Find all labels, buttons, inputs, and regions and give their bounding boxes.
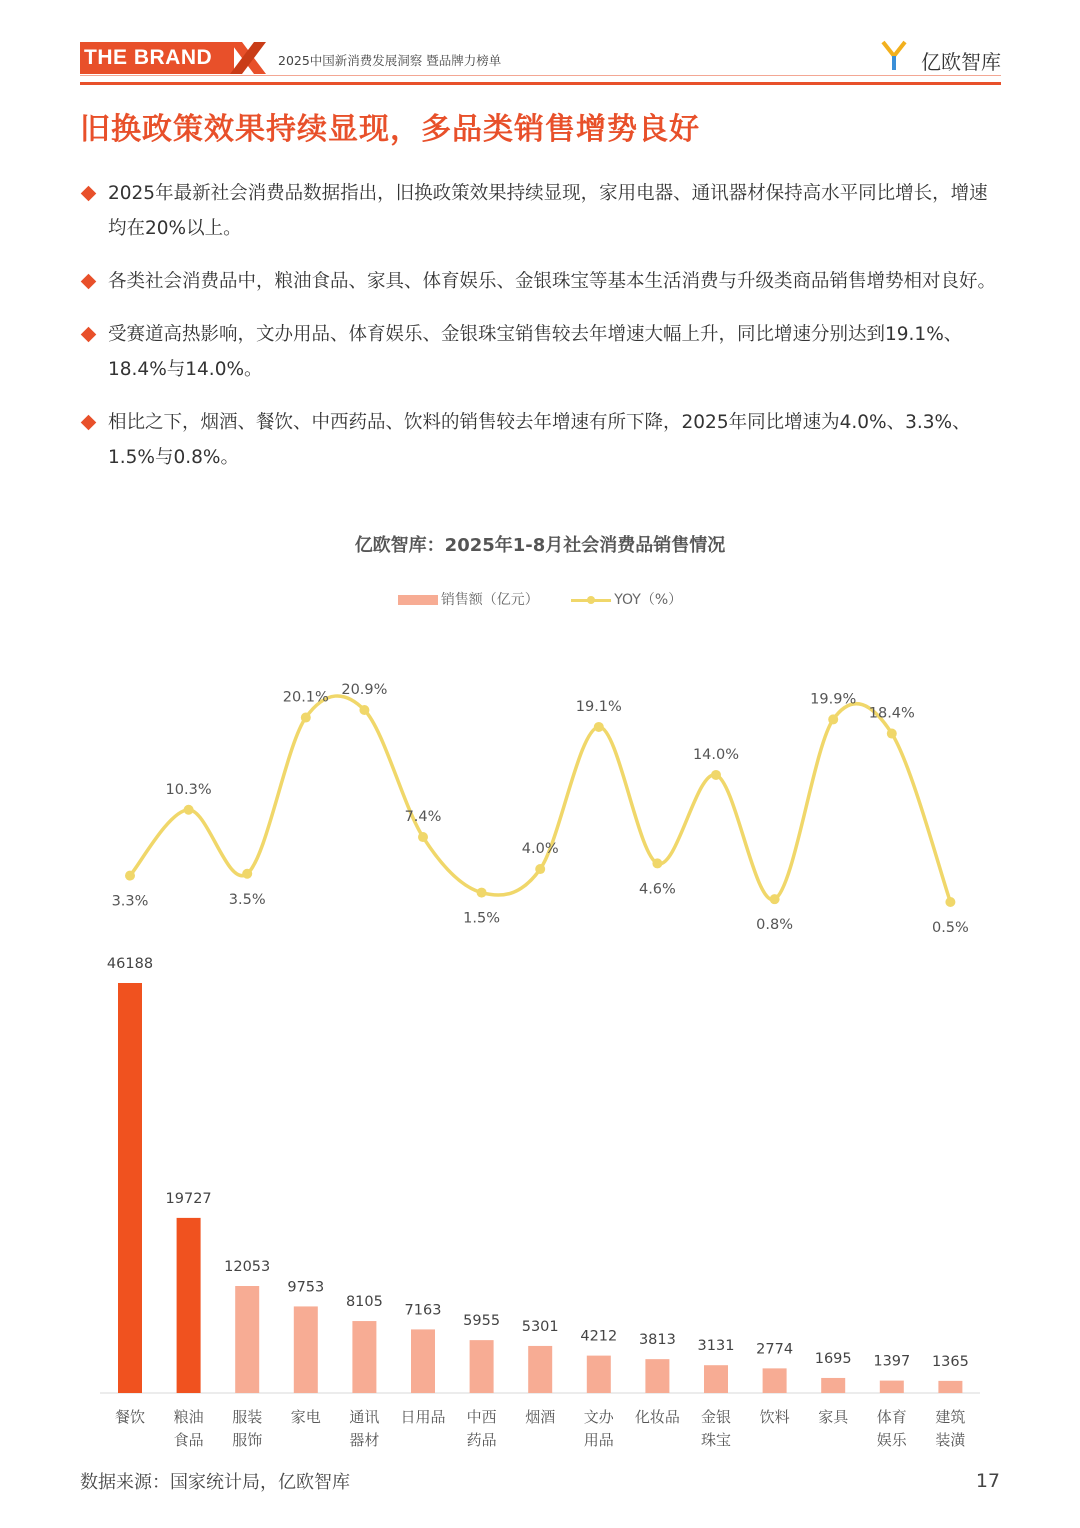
bar-3 bbox=[294, 1306, 318, 1393]
category-label: 药品 bbox=[466, 1431, 497, 1449]
yoy-value-label: 19.9% bbox=[810, 691, 857, 708]
yoy-value-label: 19.1% bbox=[575, 698, 622, 715]
yoy-point-12 bbox=[828, 714, 838, 724]
bar-9 bbox=[645, 1359, 669, 1393]
bar-value-label: 1695 bbox=[814, 1350, 852, 1367]
category-label: 烟酒 bbox=[525, 1408, 556, 1426]
yoy-value-label: 20.1% bbox=[282, 689, 329, 706]
category-label: 饮料 bbox=[759, 1408, 790, 1426]
legend-label: 销售额（亿元） bbox=[440, 592, 539, 608]
brand-text: THE BRAND bbox=[84, 46, 213, 69]
bar-value-label: 9753 bbox=[287, 1279, 325, 1296]
chart-title: 亿欧智库：2025年1-8月社会消费品销售情况 bbox=[354, 535, 726, 556]
bar-value-label: 8105 bbox=[345, 1294, 383, 1311]
bar-7 bbox=[528, 1346, 552, 1393]
yoy-value-label: 0.5% bbox=[931, 920, 969, 936]
legend-label: YOY（%） bbox=[614, 592, 683, 608]
bar-value-label: 5301 bbox=[521, 1318, 559, 1335]
bar-value-label: 3813 bbox=[638, 1332, 676, 1349]
yoy-point-9 bbox=[652, 858, 662, 868]
bullet-text: 各类社会消费品中，粮油食品、家具、体育娱乐、金银珠宝等基本生活消费与升级类商品销售增势相对良好。 bbox=[108, 271, 997, 292]
bar-12 bbox=[821, 1378, 845, 1393]
report-title: 2025中国新消费发展洞察 暨品牌力榜单 bbox=[278, 53, 502, 68]
category-label: 日用品 bbox=[400, 1408, 446, 1426]
page-number: 17 bbox=[975, 1470, 1000, 1492]
category-label: 文办 bbox=[583, 1408, 614, 1426]
category-label: 中西 bbox=[466, 1408, 497, 1426]
yoy-value-label: 7.4% bbox=[404, 809, 442, 826]
yoy-point-0 bbox=[125, 871, 135, 881]
bar-14 bbox=[938, 1381, 962, 1393]
page-title: 旧换政策效果持续显现，多品类销售增势良好 bbox=[80, 112, 700, 147]
category-label: 化妆品 bbox=[634, 1408, 680, 1426]
yoy-point-4 bbox=[359, 705, 369, 715]
category-label: 装潢 bbox=[935, 1431, 966, 1449]
bar-5 bbox=[411, 1329, 435, 1393]
category-label: 食品 bbox=[173, 1431, 204, 1449]
category-label: 建筑 bbox=[935, 1408, 966, 1426]
category-label: 餐饮 bbox=[114, 1408, 146, 1426]
bullet-text: 相比之下，烟酒、餐饮、中西药品、饮料的销售较去年增速有所下降，2025年同比增速为4.0%、3.3%、1.5%与0.8%。 bbox=[108, 412, 971, 468]
bar-value-label: 1365 bbox=[931, 1353, 969, 1370]
yoy-point-5 bbox=[418, 832, 428, 842]
yoy-point-7 bbox=[535, 864, 545, 874]
category-label: 金银 bbox=[700, 1408, 732, 1426]
yoy-point-10 bbox=[711, 770, 721, 780]
category-label: 珠宝 bbox=[700, 1431, 732, 1449]
yoy-value-label: 1.5% bbox=[463, 910, 501, 927]
yoy-value-label: 4.6% bbox=[638, 881, 676, 898]
logo-text: 亿欧智库 bbox=[921, 50, 1001, 74]
bullet-text: 受赛道高热影响，文办用品、体育娱乐、金银珠宝销售较去年增速大幅上升，同比增速分别达到19.1%、18.4%与14.0%。 bbox=[108, 324, 963, 380]
category-label: 粮油 bbox=[173, 1408, 204, 1426]
bar-11 bbox=[763, 1368, 787, 1393]
category-label: 家电 bbox=[290, 1408, 321, 1426]
bar-value-label: 19727 bbox=[165, 1190, 212, 1207]
yoy-point-1 bbox=[184, 805, 194, 815]
category-label: 服装 bbox=[232, 1408, 263, 1426]
category-label: 通讯 bbox=[349, 1408, 380, 1426]
yoy-value-label: 10.3% bbox=[165, 781, 212, 798]
yoy-point-11 bbox=[770, 894, 780, 904]
yoy-value-label: 4.0% bbox=[521, 841, 559, 858]
bar-value-label: 4212 bbox=[580, 1328, 618, 1345]
bar-4 bbox=[352, 1321, 376, 1393]
bar-value-label: 3131 bbox=[697, 1338, 735, 1355]
yoy-value-label: 20.9% bbox=[341, 682, 388, 698]
bar-8 bbox=[587, 1356, 611, 1393]
bar-value-label: 46188 bbox=[106, 956, 154, 972]
yoy-value-label: 18.4% bbox=[868, 705, 915, 722]
bullet-text: 2025年最新社会消费品数据指出，旧换政策效果持续显现，家用电器、通讯器材保持高水平同比增长，增速均在20%以上。 bbox=[108, 183, 988, 239]
bar-value-label: 7163 bbox=[404, 1302, 442, 1319]
yoy-value-label: 3.3% bbox=[111, 893, 149, 910]
bar-value-label: 12053 bbox=[224, 1259, 271, 1276]
bar-value-label: 5955 bbox=[463, 1313, 501, 1330]
category-label: 娱乐 bbox=[876, 1431, 907, 1449]
category-label: 家具 bbox=[818, 1408, 849, 1426]
yoy-point-14 bbox=[945, 897, 955, 907]
yoy-value-label: 3.5% bbox=[228, 891, 266, 908]
yoy-point-3 bbox=[301, 713, 311, 723]
yoy-point-2 bbox=[242, 869, 252, 879]
category-label: 用品 bbox=[583, 1431, 614, 1449]
bar-2 bbox=[235, 1286, 259, 1393]
yoy-value-label: 0.8% bbox=[756, 917, 794, 934]
data-source: 数据来源：国家统计局，亿欧智库 bbox=[80, 1472, 350, 1493]
bar-1 bbox=[177, 1218, 201, 1393]
yoy-value-label: 14.0% bbox=[692, 746, 740, 763]
yoy-point-8 bbox=[594, 722, 604, 732]
bar-6 bbox=[470, 1340, 494, 1393]
bar-0 bbox=[118, 983, 142, 1393]
bar-13 bbox=[880, 1381, 904, 1393]
bar-value-label: 1397 bbox=[873, 1353, 911, 1370]
bar-10 bbox=[704, 1365, 728, 1393]
category-label: 体育 bbox=[876, 1408, 907, 1426]
yoy-point-13 bbox=[887, 729, 897, 739]
yoy-point-6 bbox=[477, 888, 487, 898]
bar-value-label: 2774 bbox=[756, 1341, 794, 1358]
category-label: 器材 bbox=[349, 1431, 380, 1449]
category-label: 服饰 bbox=[232, 1431, 263, 1449]
